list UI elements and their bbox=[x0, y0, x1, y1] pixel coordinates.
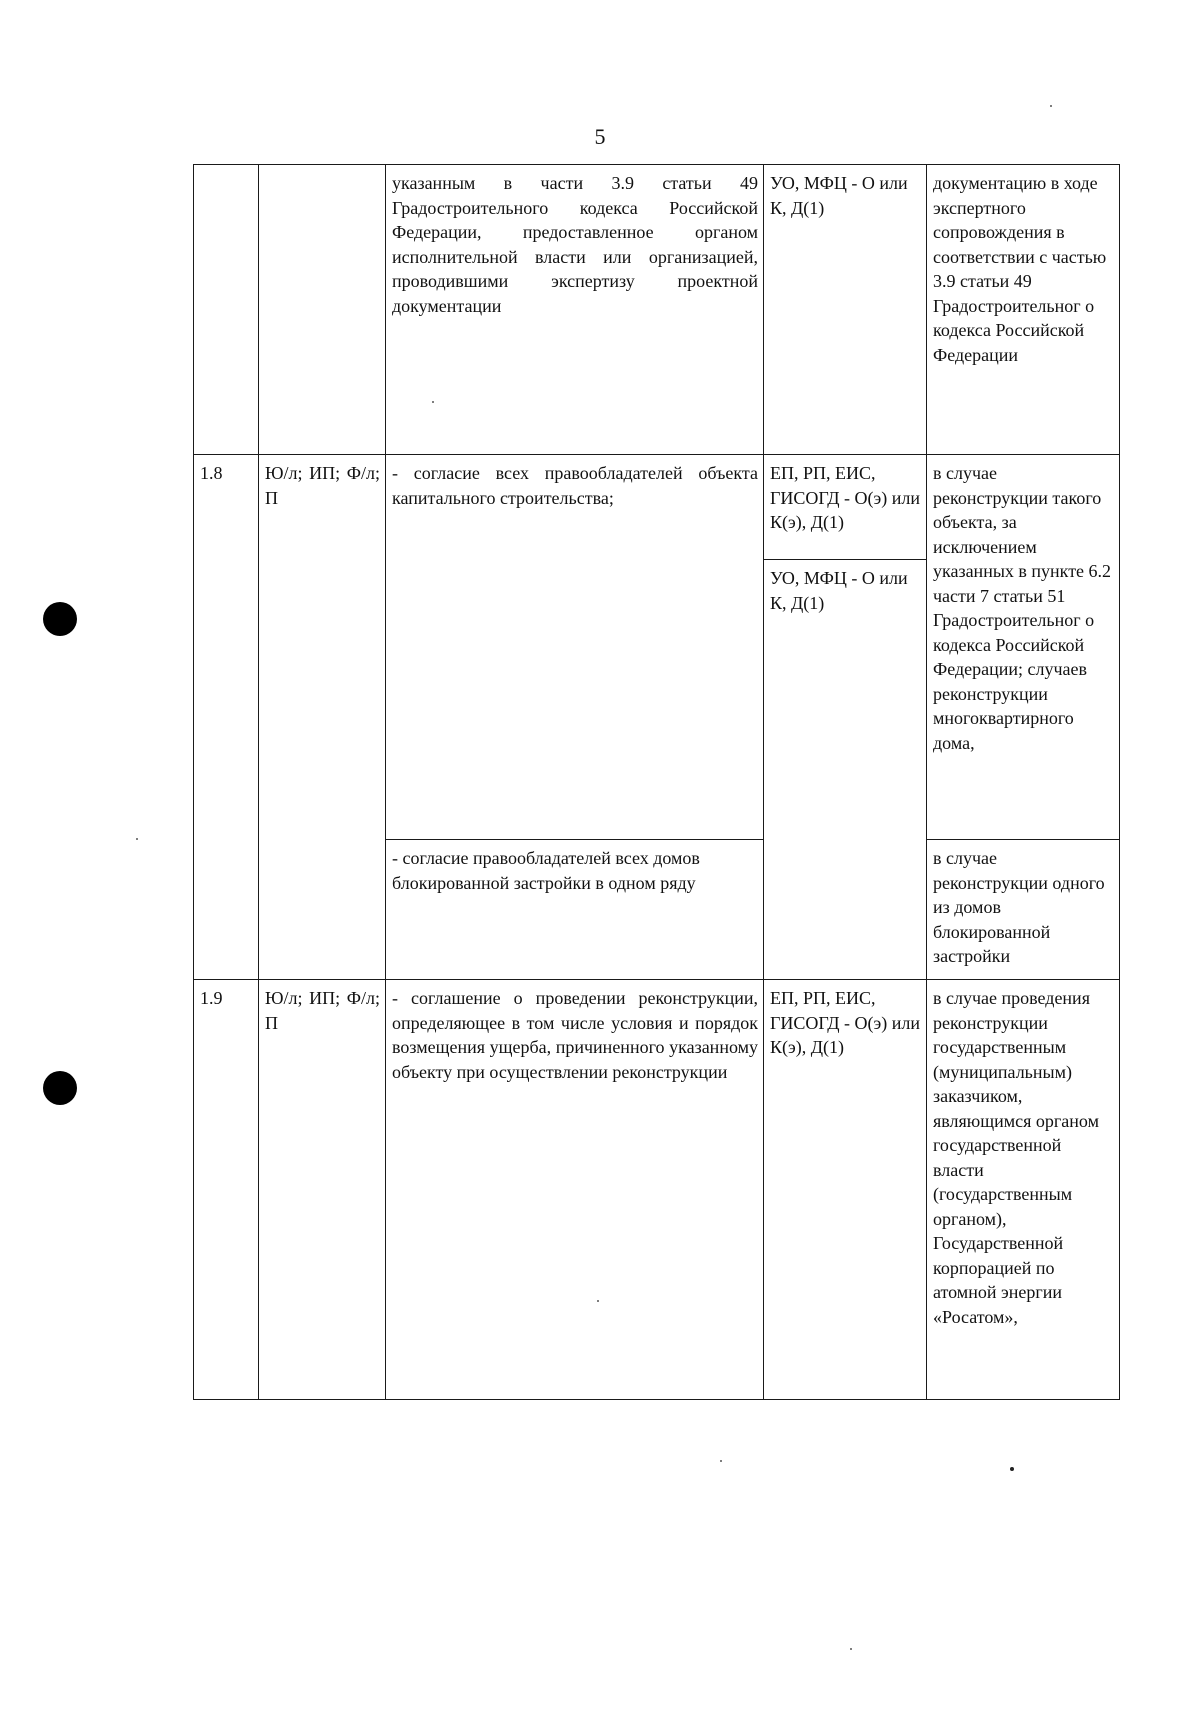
scan-speck bbox=[597, 1300, 599, 1302]
cell-number bbox=[194, 165, 259, 455]
table-row-1-9 bbox=[194, 980, 1120, 1400]
cell-number: 1.8 bbox=[194, 455, 259, 980]
scan-speck bbox=[1010, 1467, 1014, 1471]
scan-speck bbox=[720, 1460, 722, 1462]
cell-description: указанным в части 3.9 статьи 49 Градостроительного кодекса Российской Федерации, предоставленное органом исполнительной власти или организацией, проводившими экспертизу проектной документации bbox=[386, 165, 764, 455]
page-number: 5 bbox=[594, 124, 606, 149]
cell-description: - соглашение о проведении реконструкции, определяющее в том числе условия и порядок возмещения ущерба, причиненного указанному объекту при осуществлении реконструкции bbox=[386, 980, 764, 1400]
cell-applicant: Ю/л; ИП; Ф/л; П bbox=[259, 980, 386, 1400]
cell-applicant: Ю/л; ИП; Ф/л; П bbox=[259, 455, 386, 980]
cell-condition: в случае реконструкции одного из домов блокированной застройки bbox=[927, 840, 1120, 980]
cell-condition: в случае проведения реконструкции государственным (муниципальным) заказчиком, являющимся органом государственной власти (государственным органом), Государственной корпорацией по атомной энергии «Росатом», bbox=[927, 980, 1120, 1400]
scan-speck bbox=[136, 838, 138, 840]
cell-source: ЕП, РП, ЕИС, ГИСОГД - О(э) или К(э), Д(1) bbox=[764, 980, 927, 1400]
scan-speck bbox=[432, 401, 434, 403]
cell-condition: документацию в ходе экспертного сопровождения в соответствии с частью 3.9 статьи 49 Градостроительног о кодекса Российской Федерации bbox=[927, 165, 1120, 455]
cell-source: УО, МФЦ - О или К, Д(1) bbox=[764, 165, 927, 455]
cell-source: ЕП, РП, ЕИС, ГИСОГД - О(э) или К(э), Д(1) bbox=[764, 455, 927, 560]
cell-condition: в случае реконструкции такого объекта, за исключением указанных в пункте 6.2 части 7 статьи 51 Градостроительног о кодекса Российской Федерации; случаев реконструкции многоквартирного дома, bbox=[927, 455, 1120, 840]
cell-source: УО, МФЦ - О или К, Д(1) bbox=[764, 560, 927, 980]
punch-hole-upper bbox=[43, 602, 77, 636]
cell-applicant bbox=[259, 165, 386, 455]
punch-hole-lower bbox=[43, 1071, 77, 1105]
table-row-continuation bbox=[194, 165, 1120, 455]
table-row-1-8 bbox=[194, 455, 1120, 560]
cell-description: - согласие правообладателей всех домов блокированной застройки в одном ряду bbox=[386, 840, 764, 980]
scan-speck bbox=[850, 1648, 852, 1650]
cell-number: 1.9 bbox=[194, 980, 259, 1400]
requirements-table bbox=[193, 164, 1120, 1400]
cell-description: - согласие всех правообладателей объекта капитального строительства; bbox=[386, 455, 764, 840]
scan-speck bbox=[1050, 105, 1052, 107]
